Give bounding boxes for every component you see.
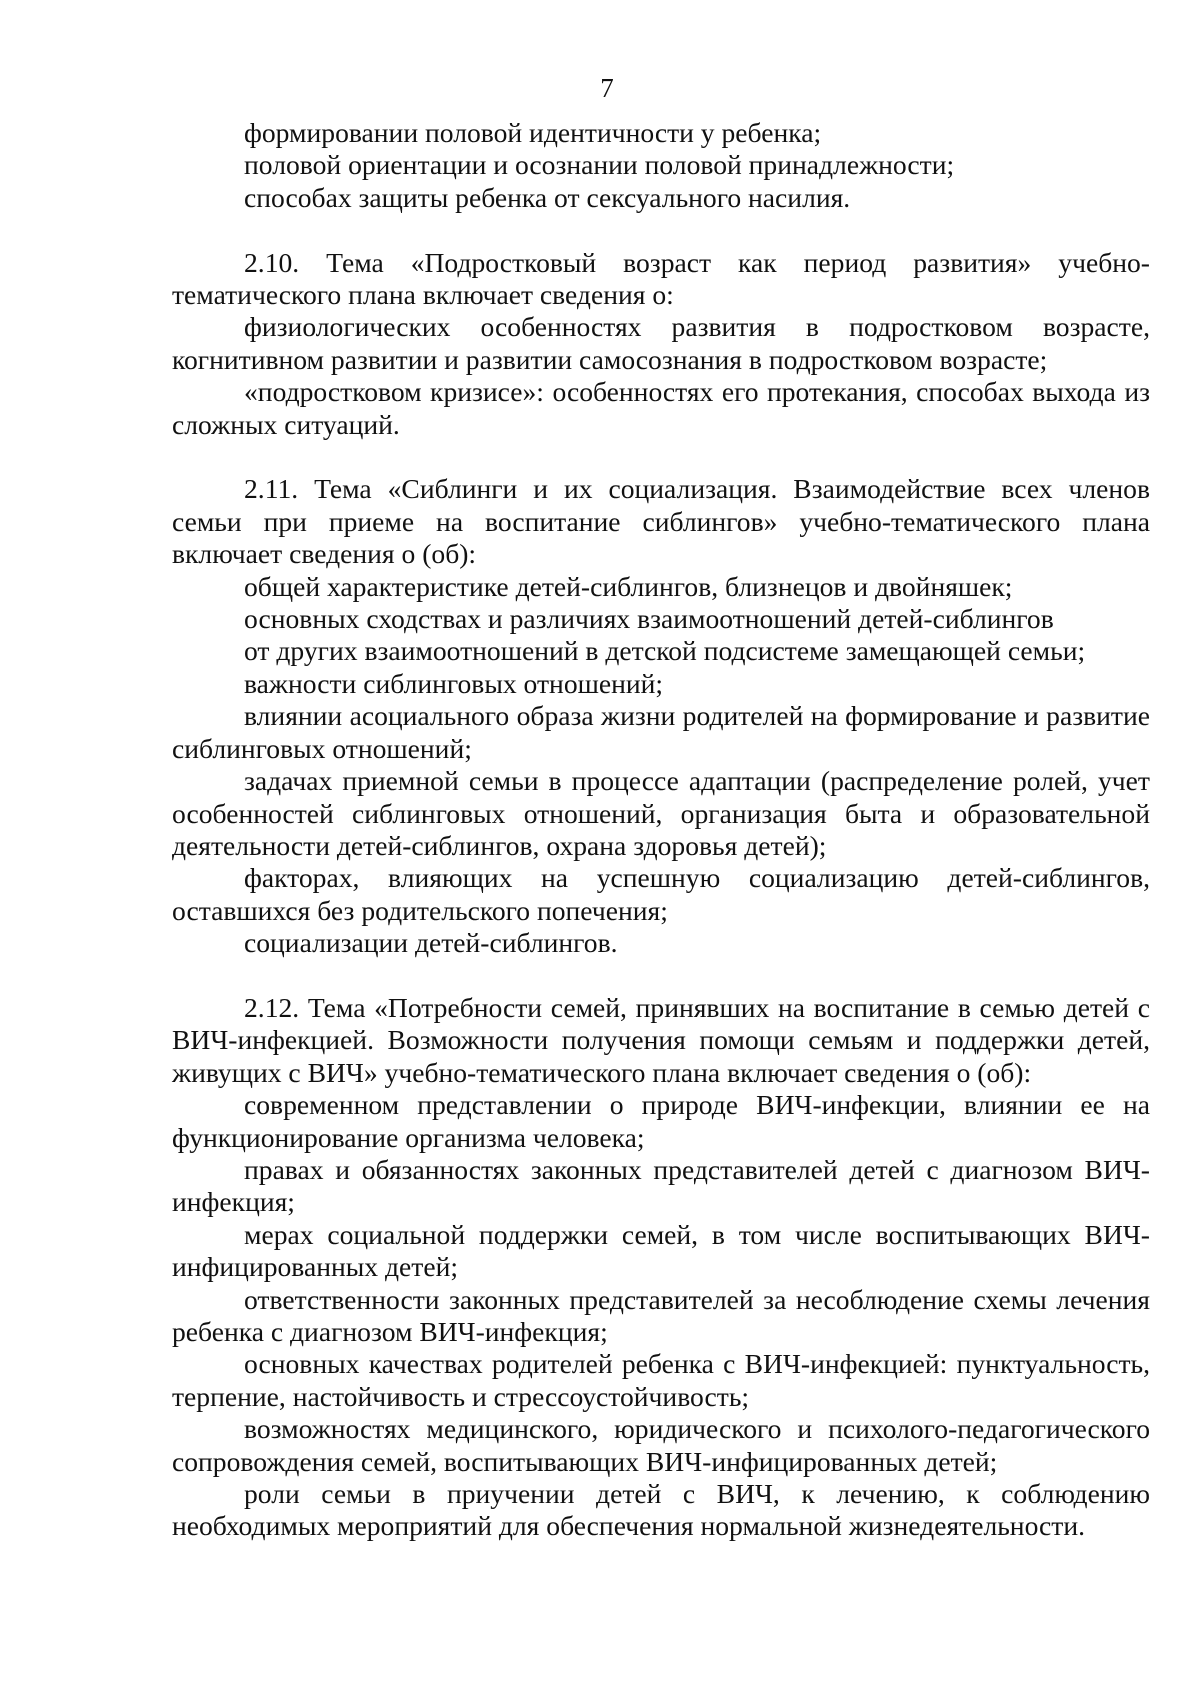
list-item: факторах, влияющих на успешную социализацию детей-сиблингов, оставшихся без родительского попечения; — [172, 862, 1150, 926]
list-item: влиянии асоциального образа жизни родителей на формирование и развитие сиблинговых отношений; — [172, 700, 1150, 764]
section-heading-2-12: 2.12. Тема «Потребности семей, принявших на воспитание в семью детей с ВИЧ-инфекцией. Возможности получения помощи семьям и поддержки детей, живущих с ВИЧ» учебно-тематического плана включает сведения о (об): — [172, 991, 1150, 1088]
list-item: социализации детей-сиблингов. — [244, 927, 618, 959]
list-item: формировании половой идентичности у ребенка; — [244, 117, 822, 148]
page-number: 7 — [600, 73, 614, 103]
list-item: ответственности законных представителей за несоблюдение схемы лечения ребенка с диагнозом ВИЧ-инфекция; — [172, 1283, 1150, 1347]
list-item: мерах социальной поддержки семей, в том числе воспитывающих ВИЧ-инфицированных детей; — [172, 1218, 1150, 1283]
list-item: современном представлении о природе ВИЧ-инфекции, влиянии ее на функционирование организма человека; — [172, 1089, 1150, 1153]
section-heading-2-10: 2.10. Тема «Подростковый возраст как период развития» учебно-тематического плана включает сведения о: — [172, 246, 1150, 311]
list-item: физиологических особенностях развития в подростковом возрасте, когнитивном развитии и развитии самосознания в подростковом возрасте; — [172, 311, 1150, 375]
list-item: способах защиты ребенка от сексуального насилия. — [244, 181, 851, 213]
list-item: общей характеристике детей-сиблингов, близнецов и двойняшек; — [244, 570, 1013, 602]
list-item: правах и обязанностях законных представителей детей с диагнозом ВИЧ-инфекция; — [172, 1153, 1150, 1218]
list-item-line: от других взаимоотношений в детской подсистеме замещающей семьи; — [244, 635, 1086, 667]
list-item-line: основных сходствах и различиях взаимоотношений детей-сиблингов — [244, 603, 1054, 635]
list-item: половой ориентации и осознании половой принадлежности; — [244, 149, 955, 181]
list-item: задачах приемной семьи в процессе адаптации (распределение ролей, учет особенностей сиблинговых отношений, организация быта и образовательной деятельности детей-сиблингов, охрана здоровья детей); — [172, 765, 1150, 861]
list-item: основных качествах родителей ребенка с ВИЧ-инфекцией: пунктуальность, терпение, настойчивость и стрессоустойчивость; — [172, 1348, 1150, 1412]
section-heading-2-11: 2.11. Тема «Сиблинги и их социализация. Взаимодействие всех членов семьи при приеме на воспитание сиблингов» учебно-тематического плана включает сведения о (об): — [172, 473, 1150, 570]
list-item: «подростковом кризисе»: особенностях его протекания, способах выхода из сложных ситуаций. — [172, 376, 1150, 440]
list-item: возможностях медицинского, юридического и психолого-педагогического сопровождения семей, воспитывающих ВИЧ-инфицированных детей; — [172, 1413, 1150, 1477]
list-item: важности сиблинговых отношений; — [244, 667, 664, 699]
list-item: роли семьи в приучении детей с ВИЧ, к лечению, к соблюдению необходимых мероприятий для обеспечения нормальной жизнедеятельности. — [172, 1478, 1150, 1542]
document-body — [172, 117, 1150, 1543]
